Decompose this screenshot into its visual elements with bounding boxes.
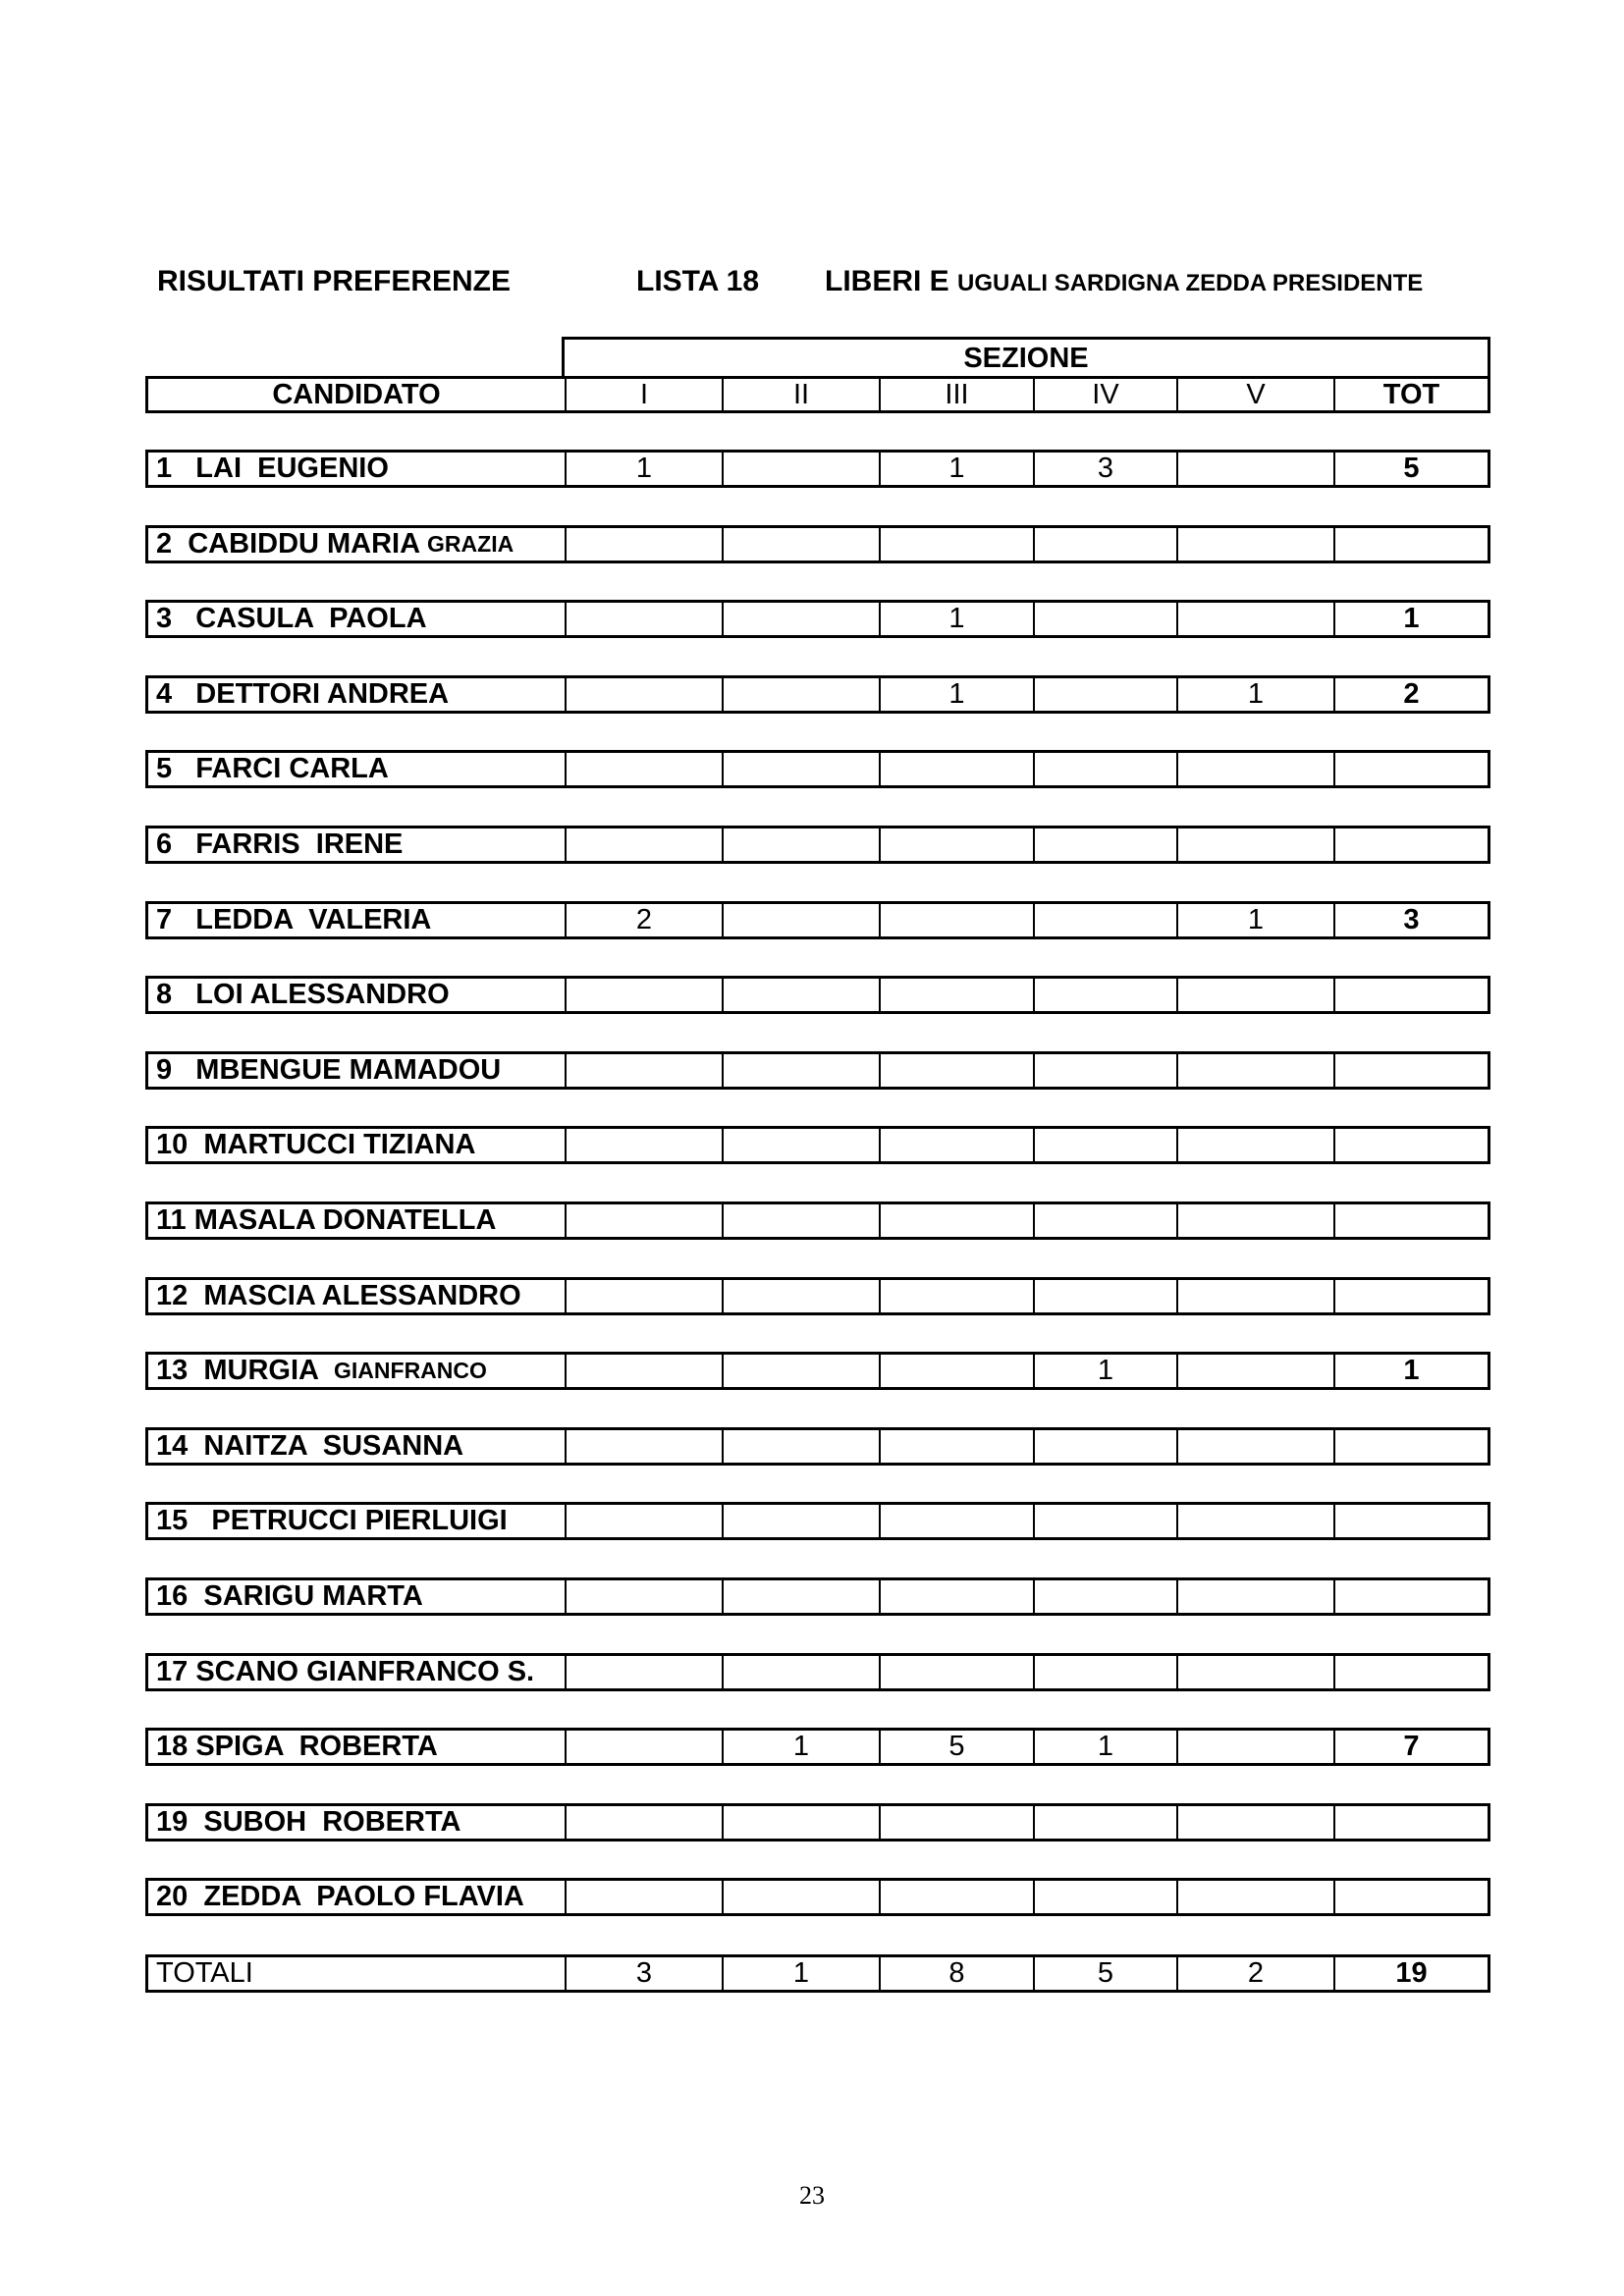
vote-cell-iii [879,1505,1033,1537]
col-header-candidato: CANDIDATO [272,378,441,410]
vote-cell-iii [879,1580,1033,1613]
vote-cell-ii [722,1580,879,1613]
candidate-name-main: 17 SCANO GIANFRANCO S. [156,1655,535,1687]
total-cell-iii: 8 [879,1957,1033,1990]
candidate-name-main: 1 LAI EUGENIO [156,453,389,484]
vote-cell-iii: 1 [879,603,1033,635]
vote-cell-ii [722,603,879,635]
vote-cell-v [1176,979,1333,1011]
candidate-name [148,1129,565,1161]
vote-cell-iv [1033,828,1176,861]
vote-cell-v: 1 [1176,904,1333,936]
candidate-name [148,828,565,861]
vote-cell-ii [722,1355,879,1387]
total-cell-ii: 1 [722,1957,879,1990]
list-number: LISTA 18 [636,265,760,297]
table-row [145,525,1490,563]
candidate-name-main: 20 ZEDDA PAOLO FLAVIA [156,1881,524,1913]
vote-cell-v [1176,753,1333,785]
vote-cell-tot: 7 [1333,1731,1488,1763]
table-row [145,1502,1490,1540]
vote-cell-tot [1333,753,1488,785]
vote-cell-iii [879,753,1033,785]
vote-cell-ii [722,1881,879,1913]
page-number: 23 [799,2181,825,2210]
candidate-name-main: 13 MURGIA [156,1355,335,1387]
vote-cell-tot [1333,1129,1488,1161]
vote-cell-ii [722,1430,879,1463]
vote-cell-ii [722,904,879,936]
vote-cell-v [1176,1129,1333,1161]
candidate-name [148,1355,565,1387]
vote-cell-iv [1033,1054,1176,1087]
vote-cell-v [1176,1505,1333,1537]
table-row [145,1577,1490,1616]
vote-cell-v [1176,828,1333,861]
report-title: RISULTATI PREFERENZE [157,265,511,297]
vote-cell-iii [879,1881,1033,1913]
table-row [145,1126,1490,1164]
vote-cell-iv: 1 [1033,1355,1176,1387]
vote-cell-ii [722,1054,879,1087]
vote-cell-iii [879,1656,1033,1688]
vote-cell-iii: 1 [879,453,1033,485]
candidate-name [148,1054,565,1087]
vote-cell-v: 1 [1176,678,1333,711]
table-row [145,675,1490,714]
table-row [145,1277,1490,1315]
vote-cell-tot: 5 [1333,453,1488,485]
vote-cell-i: 1 [565,453,722,485]
vote-cell-i [565,1280,722,1312]
vote-cell-iv [1033,1656,1176,1688]
table-row [145,1051,1490,1090]
vote-cell-v [1176,1054,1333,1087]
vote-cell-iv [1033,1881,1176,1913]
table-row [145,901,1490,939]
total-cell-i: 3 [565,1957,722,1990]
candidate-name [148,1204,565,1237]
vote-cell-i [565,1731,722,1763]
candidate-name [148,453,565,485]
candidate-name-main: 15 PETRUCCI PIERLUIGI [156,1505,508,1537]
sezione-header: SEZIONE [562,337,1490,378]
vote-cell-ii: 1 [722,1731,879,1763]
vote-cell-iii: 1 [879,678,1033,711]
table-row [145,1878,1490,1916]
vote-cell-v [1176,1280,1333,1312]
candidate-name [148,528,565,561]
candidate-name-main: 11 MASALA DONATELLA [156,1204,497,1236]
vote-cell-tot [1333,1580,1488,1613]
candidate-name [148,753,565,785]
vote-cell-iv [1033,1806,1176,1839]
vote-cell-tot [1333,1430,1488,1463]
candidate-name-small: GIANFRANCO [334,1358,487,1384]
vote-cell-ii [722,1280,879,1312]
vote-cell-iii [879,904,1033,936]
vote-cell-tot: 3 [1333,904,1488,936]
candidate-name-main: 16 SARIGU MARTA [156,1580,423,1612]
vote-cell-tot [1333,1280,1488,1312]
candidate-name-main: 3 CASULA PAOLA [156,603,427,635]
vote-cell-i [565,1129,722,1161]
candidate-name [148,603,565,635]
vote-cell-iv [1033,1505,1176,1537]
total-cell-iv: 5 [1033,1957,1176,1990]
vote-cell-iii [879,1129,1033,1161]
vote-cell-ii [722,753,879,785]
vote-cell-iii [879,1280,1033,1312]
vote-cell-ii [722,828,879,861]
vote-cell-iii: 5 [879,1731,1033,1763]
candidate-name-main: 7 LEDDA VALERIA [156,903,432,935]
vote-cell-ii [722,1129,879,1161]
vote-cell-tot: 1 [1333,1355,1488,1387]
candidate-name-main: 2 CABIDDU MARIA [156,527,428,560]
vote-cell-tot: 1 [1333,603,1488,635]
vote-cell-i [565,1054,722,1087]
table-row [145,600,1490,638]
candidate-name-main: 19 SUBOH ROBERTA [156,1805,461,1838]
table-row [145,1427,1490,1466]
vote-cell-iii [879,528,1033,561]
vote-cell-i [565,528,722,561]
candidate-name [148,678,565,711]
totals-row [145,1954,1490,1993]
candidate-name [148,1656,565,1688]
vote-cell-v [1176,1430,1333,1463]
vote-cell-iv [1033,1280,1176,1312]
col-header-ii: II [722,379,879,410]
candidate-name [148,1280,565,1312]
candidate-name [148,1580,565,1613]
candidate-name-main: 6 FARRIS IRENE [156,828,404,860]
vote-cell-ii [722,1505,879,1537]
vote-cell-iv: 3 [1033,453,1176,485]
vote-cell-v [1176,1580,1333,1613]
vote-cell-iii [879,828,1033,861]
candidate-name [148,904,565,936]
vote-cell-iv [1033,1580,1176,1613]
candidate-name-main: 4 DETTORI ANDREA [156,677,450,710]
vote-cell-i [565,979,722,1011]
table-row [145,1201,1490,1240]
col-header-iv: IV [1033,379,1176,410]
vote-cell-i [565,1355,722,1387]
vote-cell-ii [722,453,879,485]
col-header-tot: TOT [1333,379,1488,410]
candidate-name [148,1881,565,1913]
vote-cell-v [1176,1881,1333,1913]
candidate-name-main: 9 MBENGUE MAMADOU [156,1053,502,1086]
candidate-name [148,979,565,1011]
vote-cell-i: 2 [565,904,722,936]
list-name-rest: UGUALI SARDIGNA ZEDDA PRESIDENTE [957,270,1424,296]
vote-cell-iv [1033,1204,1176,1237]
vote-cell-ii [722,678,879,711]
vote-cell-iv [1033,603,1176,635]
vote-cell-v [1176,603,1333,635]
candidate-name-main: 8 LOI ALESSANDRO [156,979,450,1011]
vote-cell-iv [1033,979,1176,1011]
column-header-row [145,376,1490,413]
vote-cell-v [1176,1731,1333,1763]
col-header-v: V [1176,379,1333,410]
vote-cell-v [1176,1806,1333,1839]
table-row [145,1728,1490,1766]
vote-cell-i [565,828,722,861]
vote-cell-ii [722,979,879,1011]
vote-cell-iv [1033,1430,1176,1463]
list-name-main: LIBERI E [825,265,949,297]
vote-cell-tot [1333,1881,1488,1913]
vote-cell-tot [1333,828,1488,861]
vote-cell-ii [722,1806,879,1839]
candidate-name [148,1505,565,1537]
table-row [145,1803,1490,1842]
vote-cell-i [565,1505,722,1537]
vote-cell-i [565,1656,722,1688]
vote-cell-iv: 1 [1033,1731,1176,1763]
vote-cell-v [1176,1204,1333,1237]
vote-cell-iv [1033,753,1176,785]
vote-cell-i [565,678,722,711]
vote-cell-ii [722,1204,879,1237]
vote-cell-i [565,1881,722,1913]
vote-cell-iii [879,1355,1033,1387]
vote-cell-iv [1033,528,1176,561]
candidate-name [148,1806,565,1839]
candidate-name-small: GRAZIA [427,530,514,557]
vote-cell-i [565,1430,722,1463]
vote-cell-iii [879,1204,1033,1237]
candidate-name [148,1731,565,1763]
vote-cell-i [565,753,722,785]
vote-cell-tot [1333,1656,1488,1688]
vote-cell-v [1176,1355,1333,1387]
vote-cell-iv [1033,904,1176,936]
vote-cell-tot [1333,528,1488,561]
vote-cell-tot [1333,1204,1488,1237]
candidate-name-main: 10 MARTUCCI TIZIANA [156,1129,476,1161]
candidate-name-main: 5 FARCI CARLA [156,753,389,785]
candidate-name-main: 18 SPIGA ROBERTA [156,1731,438,1763]
vote-cell-i [565,603,722,635]
vote-cell-i [565,1204,722,1237]
vote-cell-i [565,1806,722,1839]
totals-label: TOTALI [156,1957,253,1989]
vote-cell-ii [722,1656,879,1688]
vote-cell-v [1176,453,1333,485]
list-name [825,265,1423,298]
vote-cell-i [565,1580,722,1613]
vote-cell-iv [1033,678,1176,711]
total-cell-tot: 19 [1333,1957,1488,1990]
candidate-name [148,1430,565,1463]
table-row [145,450,1490,488]
vote-cell-tot [1333,1806,1488,1839]
total-cell-v: 2 [1176,1957,1333,1990]
col-header-iii: III [879,379,1033,410]
vote-cell-tot: 2 [1333,678,1488,711]
vote-cell-tot [1333,1505,1488,1537]
vote-cell-iii [879,979,1033,1011]
vote-cell-iii [879,1054,1033,1087]
table-row [145,826,1490,864]
vote-cell-v [1176,528,1333,561]
table-row [145,976,1490,1014]
candidate-name-main: 12 MASCIA ALESSANDRO [156,1279,521,1311]
vote-cell-iv [1033,1129,1176,1161]
vote-cell-iii [879,1430,1033,1463]
col-header-i: I [565,379,722,410]
vote-cell-ii [722,528,879,561]
vote-cell-tot [1333,1054,1488,1087]
table-row [145,1653,1490,1691]
table-row [145,750,1490,788]
table-row [145,1352,1490,1390]
vote-cell-v [1176,1656,1333,1688]
vote-cell-iii [879,1806,1033,1839]
vote-cell-tot [1333,979,1488,1011]
candidate-name-main: 14 NAITZA SUSANNA [156,1429,464,1462]
